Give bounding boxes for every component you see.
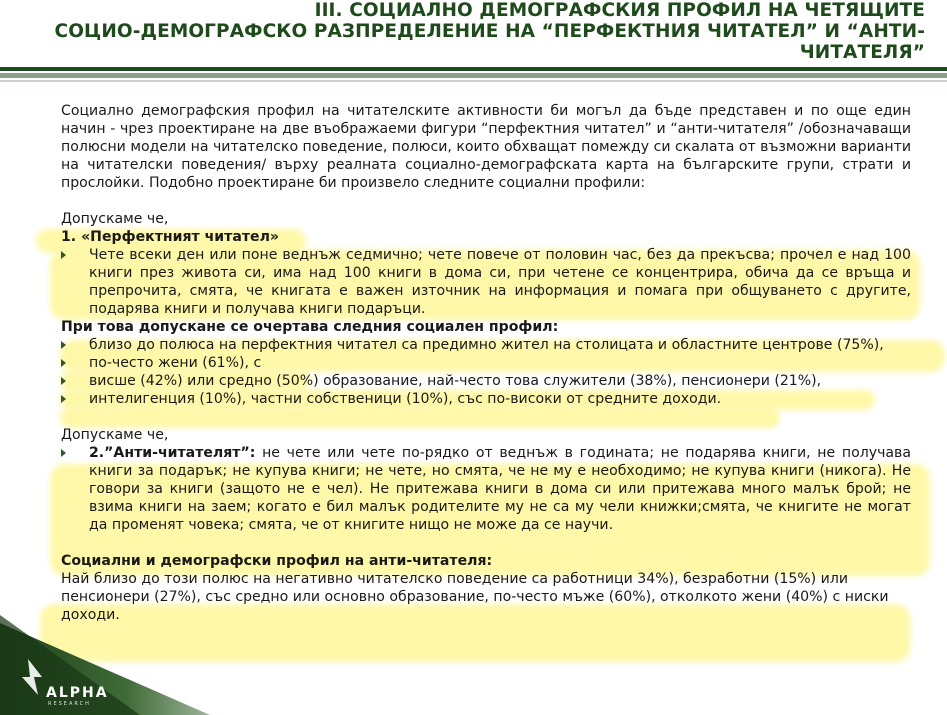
list-item [61,444,911,534]
profile-item-text: интелигенция (10%), частни собственици (10%), със по-високи от средните доходи. [89,391,722,407]
section1-description-list [61,246,911,318]
section3-heading: Социални и демографски профил на анти-читателя: [61,553,493,569]
logo-mark-icon [8,655,48,699]
title-line-2: СОЦИО-ДЕМОГРАФСКО РАЗПРЕДЕЛЕНИЕ НА “ПЕРФЕКТНИЯ ЧИТАТЕЛ” И “АНТИ- [54,21,925,42]
header-rule-light [0,80,947,82]
list-item [61,246,911,318]
bullet-arrow-icon [61,341,66,349]
list-item [61,336,911,354]
alpha-research-logo [8,649,108,707]
list-item [61,372,911,390]
logo-name: ALPHA [46,685,109,701]
title-line-3: ЧИТАТЕЛЯ” [799,42,925,63]
header-rule-dark [0,67,947,71]
profile-item-text: близо до полюса на перфектния читател са предимно жител на столицата и областните центрове (75%), [89,337,884,353]
header-rule-mid [0,73,947,78]
section3-text: Най близо до този полюс на негативно читателско поведение са работници 34%), безработни (15%) или пенсионери (27%), със средно или основно образование, по-често мъже (60%), отколкото жени (40%) с ниски доходи. [61,571,889,623]
intro-paragraph: Социално демографския профил на читателските активности би могъл да бъде представен и по още един начин - чрез проектиране на две въображаеми фигури “перфектния читател” и “анти-читателя” /обозначаващи полюсни модели на читателско поведение, полюси, които обхващат помежду си скалата от възможни варианти на читателски поведения/ върху реалната социално-демографската карта на българските групи, страти и прослойки. Подобно проектиране би произвело следните социални профили: [61,103,911,191]
section1-profile-heading: При това допускане се очертава следния социален профил: [61,319,559,335]
section2-assume: Допускаме че, [61,427,169,443]
document-body [61,102,911,624]
section2-list [61,444,911,534]
list-item [61,354,911,372]
bullet-arrow-icon [61,395,66,403]
bullet-arrow-icon [61,449,66,457]
profile-item-text: по-често жени (61%), с [89,355,262,371]
section1-heading: 1. «Перфектният читател» [61,229,280,245]
section1-assume: Допускаме че, [61,211,169,227]
page-title [25,0,925,63]
profile-item-text: висше (42%) или средно (50%) образование, най-често това служители (38%), пенсионери (21%), [89,373,822,389]
logo-subtitle: RESEARCH [48,701,91,707]
section2-description: не чете или чете по-рядко от веднъж в годината; не подарява книги, не получава книги за подарък; не купува книги; не чете, но смята, че не му е необходимо; не купува книги (никога). Не говори за книги (защото не е чел). Не притежава книги в дома си или притежава много малък брой; не взима книги на заем; когато е бил малък родителите му не са му чели книжки;смята, че книгите не могат да променят човека; смята, че от книгите нищо не може да се научи. [89,445,911,533]
section1-description: Чете всеки ден или поне веднъж седмично; чете повече от половин час, без да прекъсва; прочел е над 100 книги през живота си, има над 100 книги в дома си, при четене се концентрира, обича да се връща и препрочита, смята, че книгата е важен източник на информация и помага при общуването с другите, подарява книги и получава книги подаръци. [89,247,911,317]
bullet-arrow-icon [61,377,66,385]
bullet-arrow-icon [61,251,66,259]
section1-profile-list [61,336,911,408]
list-item [61,390,911,408]
bullet-arrow-icon [61,359,66,367]
title-line-1: III. СОЦИАЛНО ДЕМОГРАФСКИЯ ПРОФИЛ НА ЧЕТЯЩИТЕ [314,0,925,21]
section2-heading: 2.”Анти-читателят”: [89,445,256,461]
